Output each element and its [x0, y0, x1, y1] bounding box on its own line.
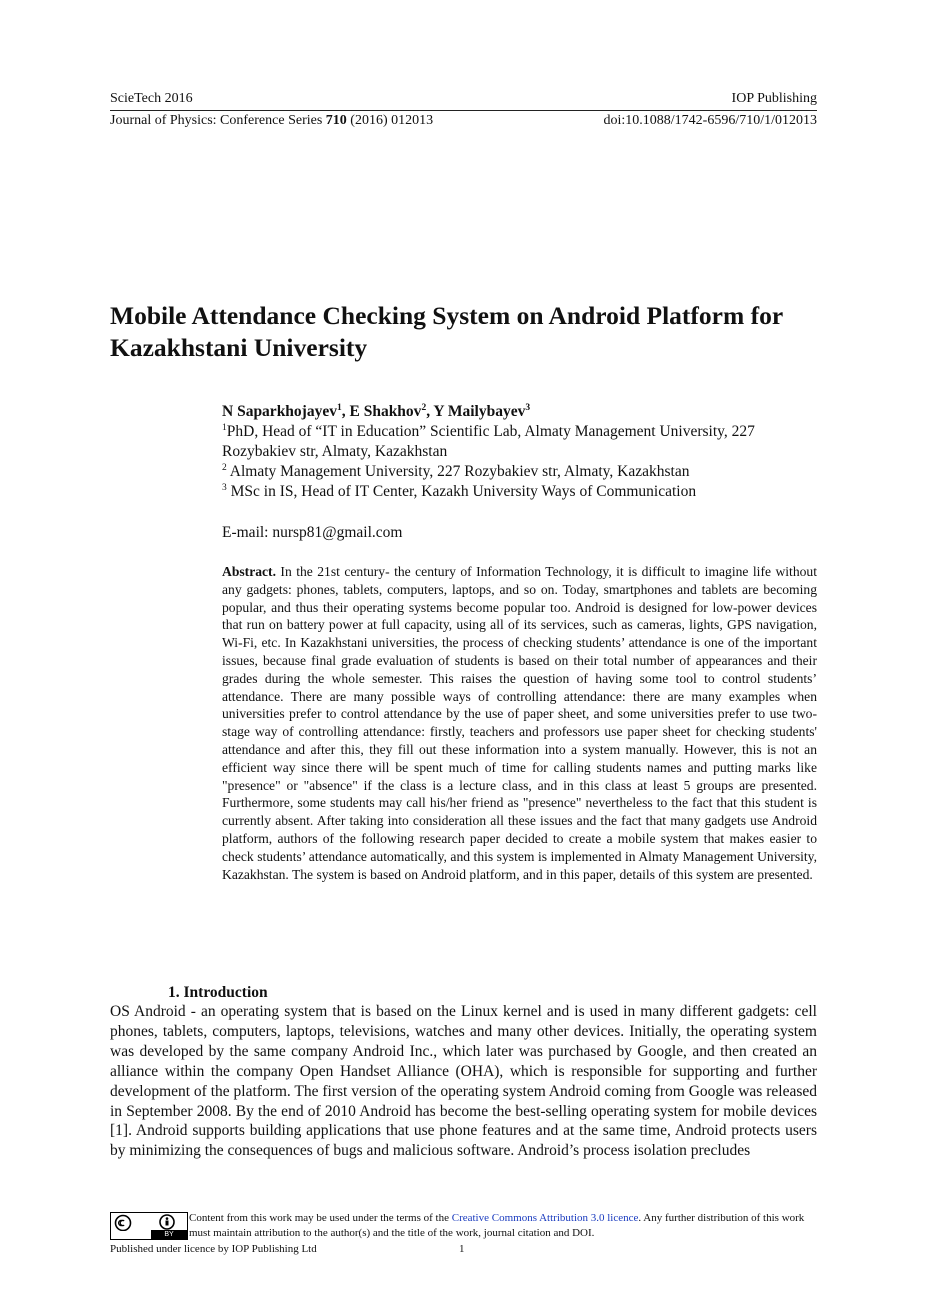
aff-3-sup: 3 [222, 483, 227, 493]
author-1: N Saparkhojayev [222, 403, 337, 420]
abstract-label: Abstract. [222, 564, 276, 579]
introduction-body: OS Android - an operating system that is based on the Linux kernel and is used in many different gadgets: cell phones, tablets, computers, laptops, televisions, watches and many other devices. Initially, the operating system was developed by the same company Android Inc., which later was purchased by Google, and then created an alliance within the company Open Handset Alliance (OHA), which is responsible for supporting and further development of the platform. The first version of the operating system Android coming from Google was released in September 2008. By the end of 2010 Android has become the best-selling operating system for mobile devices [1]. Android supports building applications that use phone features and at the same time, Android protects users by minimizing the consequences of bugs and malicious software. Android’s process isolation precludes [110, 1003, 817, 1160]
journal-name: Journal of Physics: Conference Series [110, 113, 326, 128]
publisher-name: IOP Publishing [731, 91, 817, 106]
cc-by-license-badge[interactable] [110, 1212, 188, 1240]
author-3-sup: 3 [525, 403, 531, 413]
affiliation-2 [222, 462, 822, 482]
section-heading-introduction: 1. Introduction [168, 984, 268, 1001]
aff-1-sup: 1 [222, 423, 227, 433]
affiliation-3 [222, 482, 822, 502]
aff-2-text: Almaty Management University, 227 Rozybakiev str, Almaty, Kazakhstan [226, 463, 690, 480]
author-2: E Shakhov [349, 403, 422, 420]
abstract-text: In the 21st century- the century of Information Technology, it is difficult to imagine life without any gadgets: phones, tablets, computers, laptops, and so on. Today, smartphones and tablets are becoming popular, and thus their operating systems become popular too. Android is designed for low-power devices that run on battery power at full capacity, using all of its services, such as cameras, lights, GPS navigation, Wi-Fi, etc. In Kazakhstani universities, the process of checking students’ attendance is one of the important issues, because final grade evaluation of students is based on their total number of appearances and their grades during the whole semester. This raises the question of having some tool to control students’ attendance. There are many possible ways of controlling attendance: there are many examples when universities prefer to control attendance by the use of paper sheet, and some universities prefer to use two-stage way of controlling attendance: firstly, teachers and professors use paper sheet for checking students' attendance and after this, they fill out these information into a system manually. However, this is not an efficient way since there will be spent much of time for calling students names and putting marks like "presence" or "absence" if the class is a lecture class, and in this class at least 5 groups are presented. Furthermore, some students may call his/her friend as "presence" nevertheless to the fact that this student is currently absent. After taking into consideration all these issues and the fact that many gadgets use Android platform, authors of the following research paper decided to create a mobile system that makes easier to check students’ attendance automatically, and this system is implemented in Almaty Management University, Kazakhstan. The system is based on Android platform, and in this paper, details of this system are presented. [222, 564, 817, 882]
journal-citation [110, 113, 433, 129]
contact-email[interactable]: E-mail: nursp81@gmail.com [222, 524, 403, 541]
journal-volume: 710 [325, 113, 347, 128]
doi: doi:10.1088/1742-6596/710/1/012013 [603, 113, 817, 128]
license-text-pre: Content from this work may be used under the terms of the [189, 1212, 452, 1224]
journal-year-article: (2016) 012013 [346, 113, 434, 128]
author-block [222, 402, 822, 502]
author-1-sup: 1 [336, 403, 342, 413]
paper-title: Mobile Attendance Checking System on Android Platform for Kazakhstani University [110, 301, 783, 362]
author-2-sup: 2 [421, 403, 427, 413]
conference-name: ScieTech 2016 [110, 91, 193, 106]
attribution-icon [151, 1214, 187, 1231]
license-text-post: . Any further distribution of this work must maintain attribution to the author(s) and the title of the work, journal citation and DOI. [189, 1212, 805, 1239]
aff-2-sup: 2 [222, 463, 227, 473]
published-under-licence: Published under licence by IOP Publishing Ltd [110, 1243, 317, 1255]
abstract [222, 563, 817, 883]
running-header-top [110, 91, 817, 108]
cc-by-text: BY [151, 1230, 187, 1239]
cc-icon [113, 1214, 153, 1231]
running-header-journal [110, 113, 817, 130]
affiliation-1 [222, 422, 822, 462]
author-3: Y Mailybayev [433, 403, 526, 420]
license-notice [189, 1211, 817, 1241]
header-rule [110, 110, 817, 111]
aff-3-text: MSc in IS, Head of IT Center, Kazakh University Ways of Communication [226, 483, 697, 500]
license-link[interactable]: Creative Commons Attribution 3.0 licence [451, 1212, 639, 1224]
page-number: 1 [459, 1243, 465, 1255]
aff-1-text: PhD, Head of “IT in Education” Scientific Lab, Almaty Management University, 227 Rozybakiev str, Almaty, Kazakhstan [222, 423, 755, 460]
author-names: N Saparkhojayev$^1$, E Shakhov$^2$, Y Mailybayev$^3$ [222, 403, 531, 420]
